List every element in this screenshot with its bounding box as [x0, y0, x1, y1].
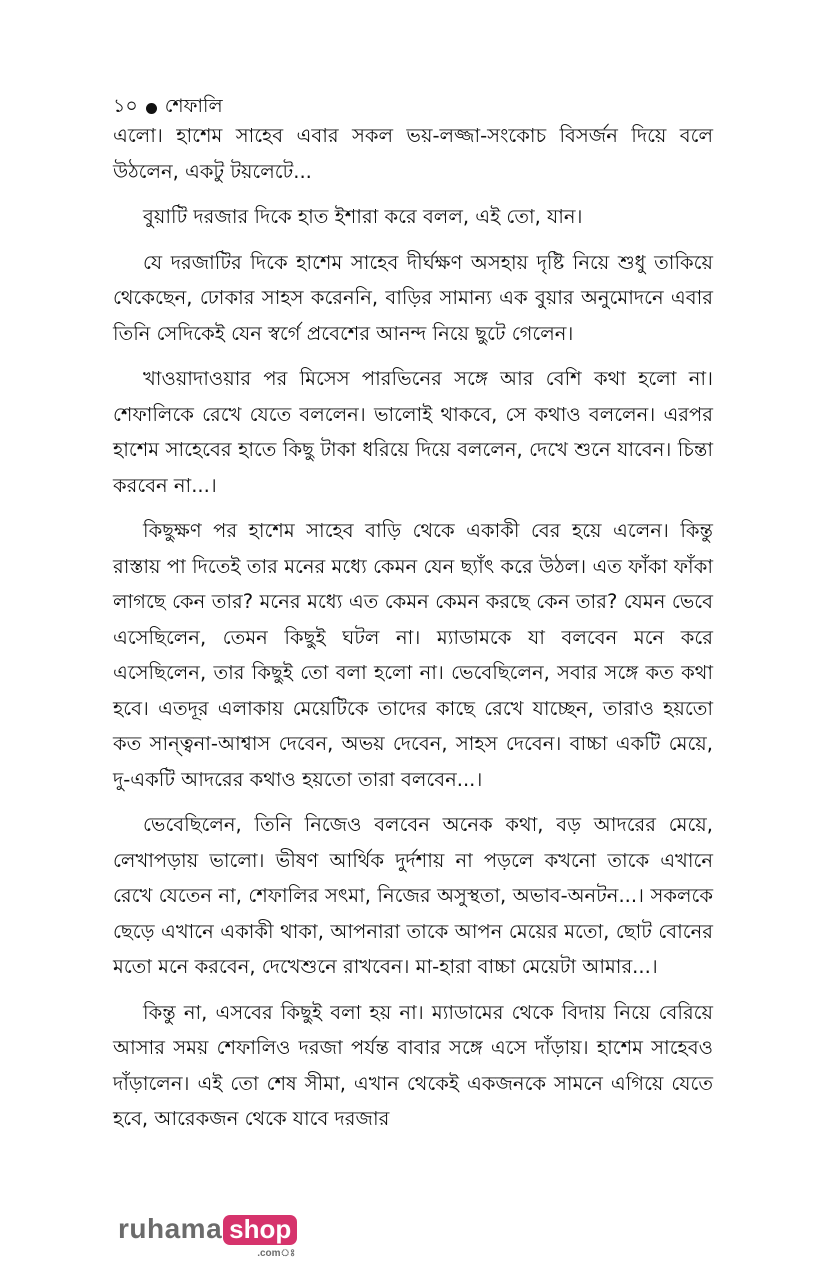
book-title: শেফালি — [164, 95, 223, 117]
logo-word-ruhama: ruhama — [118, 1213, 223, 1244]
watermark-logo — [118, 1212, 297, 1259]
page-number: ১০ — [113, 95, 138, 117]
paragraph: বুয়াটি দরজার দিকে হাত ইশারা করে বলল, এই তো, যান। — [143, 205, 583, 228]
logo-shop-badge — [223, 1214, 297, 1259]
paragraph: এলো। হাশেম সাহেব এবার সকল ভয়-লজ্জা-সংকোচ বিসর্জন দিয়ে বলে উঠলেন, একটু টয়লেটে... — [113, 124, 713, 183]
bullet-dot — [146, 103, 157, 114]
paragraph: কিন্তু না, এসবের কিছুই বলা হয় না। ম্যাডামের থেকে বিদায় নিয়ে বেরিয়ে আসার সময় শেফালিও দরজা পর্যন্ত বাবার সঙ্গে এসে দাঁড়ায়। হাশেম সাহেবও দাঁড়ালেন। এই তো শেষ সীমা, এখান থেকেই একজনকে সামনে এগিয়ে যেতে হবে, আরেকজন থেকে যাবে দরজার — [113, 1000, 713, 1130]
logo-word-shop: shop — [229, 1214, 292, 1244]
paragraph: কিছুক্ষণ পর হাশেম সাহেব বাড়ি থেকে একাকী বের হয়ে এলেন। কিন্তু রাস্তায় পা দিতেই তার মনের মধ্যে কেমন যেন ছ্যাঁৎ করে উঠল। এত ফাঁকা ফাঁকা লাগছে কেন তার? মনের মধ্যে এত কেমন কেমন করছে কেন তার? যেমন ভেবে এসেছিলেন, তেমন কিছুই ঘটল না। ম্যাডামকে যা বলবেন মনে করে এসেছিলেন, তার কিছুই তো বলা হলো না। ভেবেছিলেন, সবার সঙ্গে কত কথা হবে। এতদূর এলাকায় মেয়েটিকে তাদের কাছে রেখে যাচ্ছেন, তারাও হয়তো কত সান্ত্বনা-আশ্বাস দেবেন, অভয় দেবেন, সাহস দেবেন। বাচ্চা একটি মেয়ে, দু-একটি আদরের কথাও হয়তো তারা বলবেন...। — [113, 519, 713, 791]
paragraph: ভেবেছিলেন, তিনি নিজেও বলবেন অনেক কথা, বড় আদরের মেয়ে, লেখাপড়ায় ভালো। ভীষণ আর্থিক দুর্দশায় না পড়লে কখনো তাকে এখানে রেখে যেতেন না, শেফালির সৎমা, নিজের অসুস্থতা, অভাব-অনটন...। সকলকে ছেড়ে এখানে একাকী থাকা, আপনারা তাকে আপন মেয়ের মতো, ছোট বোনের মতো মনে করবেন, দেখেশুনে রাখবেন। মা-হারা বাচ্চা মেয়েটা আমার...। — [113, 813, 713, 978]
logo-domain: .comঃ — [257, 1248, 296, 1259]
body-text — [113, 118, 713, 1147]
paragraph: খাওয়াদাওয়ার পর মিসেস পারভিনের সঙ্গে আর বেশি কথা হলো না। শেফালিকে রেখে যেতে বললেন। ভালোই থাকবে, সে কথাও বললেন। এরপর হাশেম সাহেবের হাতে কিছু টাকা ধরিয়ে দিয়ে বললেন, দেখে শুনে যাবেন। চিন্তা করবেন না...। — [113, 367, 713, 497]
paragraph: যে দরজাটির দিকে হাশেম সাহেব দীর্ঘক্ষণ অসহায় দৃষ্টি নিয়ে শুধু তাকিয়ে থেকেছেন, ঢোকার সাহস করেননি, বাড়ির সামান্য এক বুয়ার অনুমোদনে এবার তিনি সেদিকেই যেন স্বর্গে প্রবেশের আনন্দ নিয়ে ছুটে গেলেন। — [113, 250, 713, 345]
